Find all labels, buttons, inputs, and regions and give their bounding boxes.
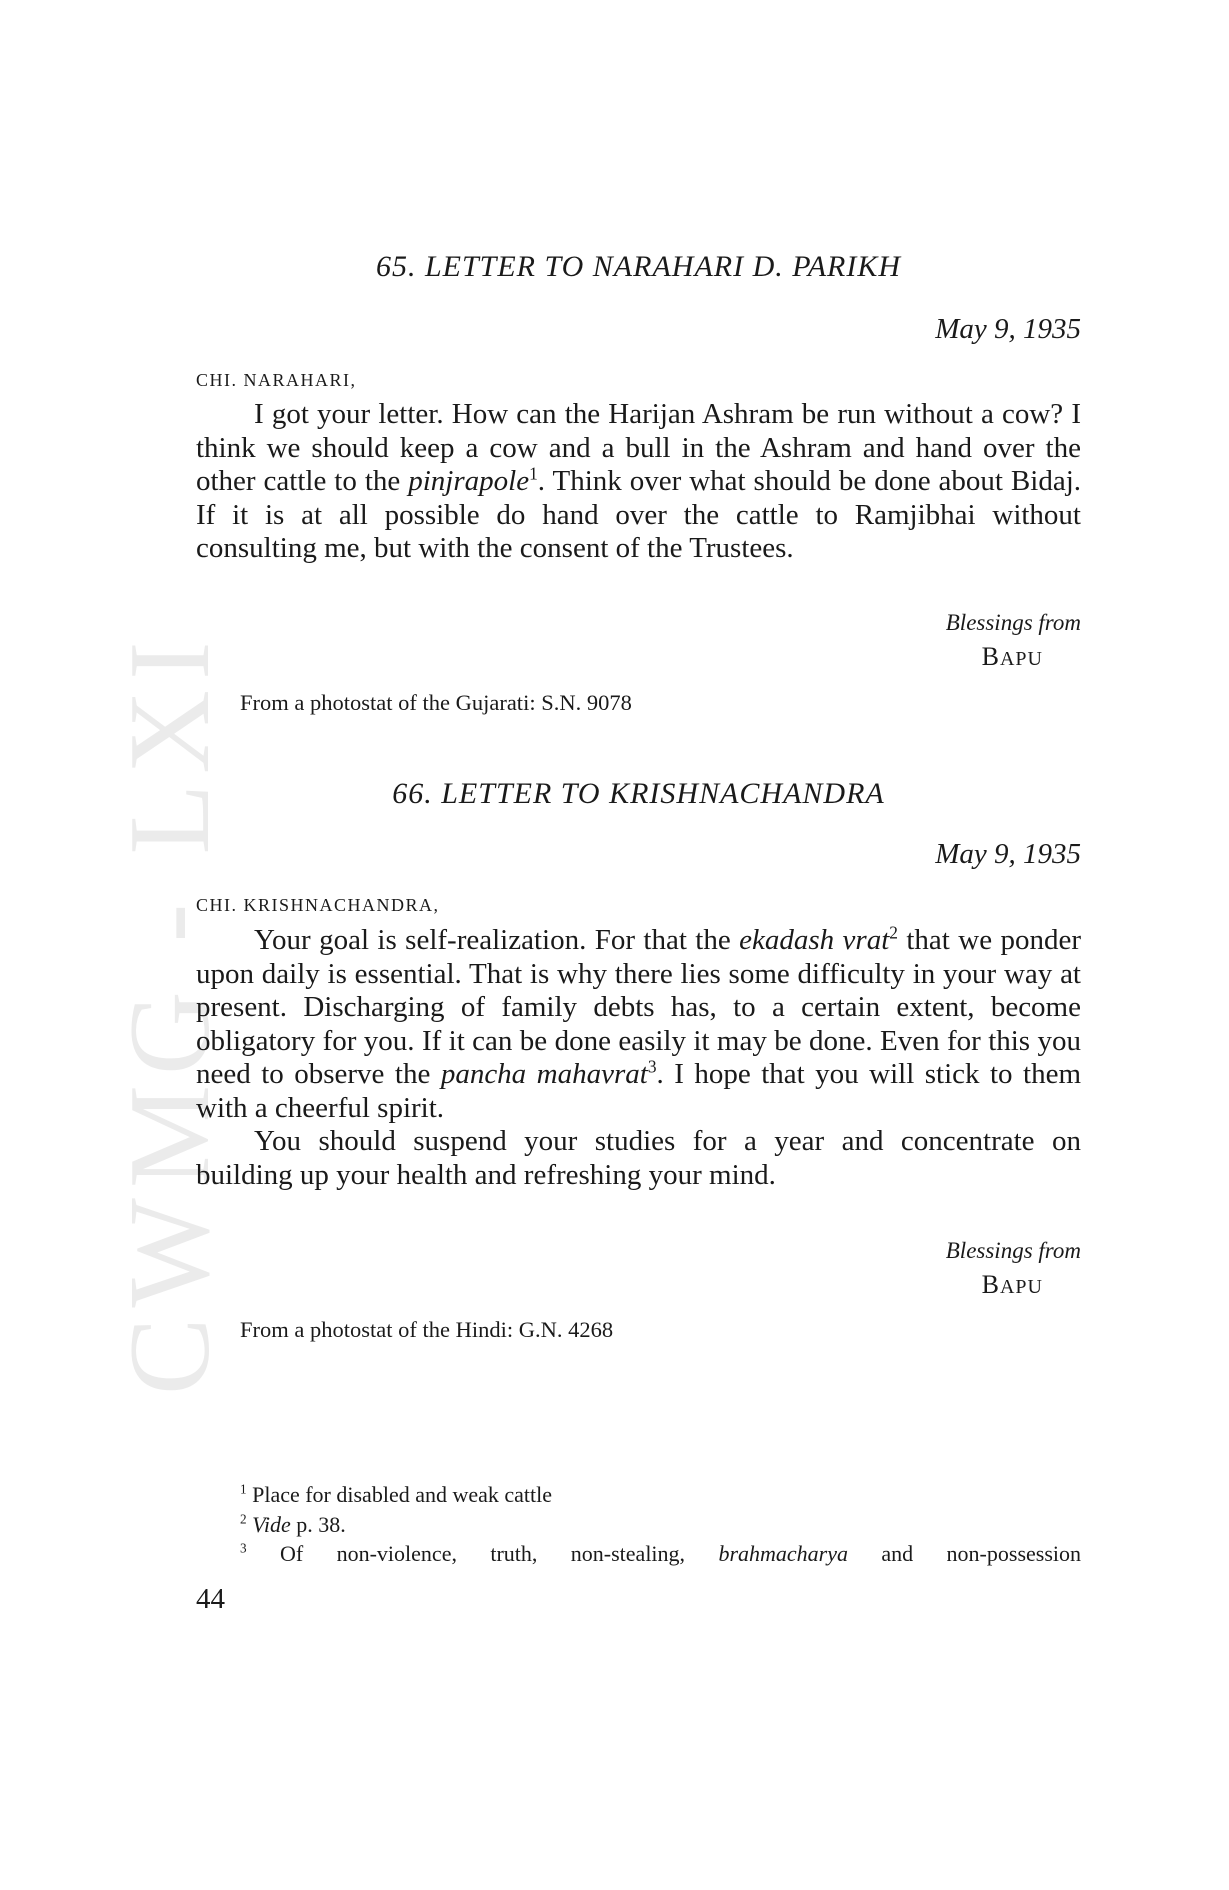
footnote xyxy=(240,1539,1081,1569)
source-note: From a photostat of the Hindi: G.N. 4268 xyxy=(240,1317,614,1342)
footnote-text: and non-possession xyxy=(848,1541,1082,1566)
signature-initial: B xyxy=(981,1270,1000,1299)
letter-body xyxy=(196,398,1081,566)
letter-body xyxy=(196,924,1081,1192)
body-text: I got your letter. How can the Harijan Ashram be run without a cow? I think we should keep a cow and a bull in the Ashram and hand over the other cattle to the xyxy=(196,398,1081,497)
footnote-text: p. 38. xyxy=(290,1511,346,1537)
footnotes xyxy=(240,1480,1081,1569)
signature-initial: B xyxy=(981,642,1000,671)
footnote xyxy=(240,1510,1081,1540)
closing: Blessings from xyxy=(945,610,1081,635)
footnote-number: 3 xyxy=(240,1540,247,1556)
body-text: . I hope that you will stick to them with a cheerful spirit. xyxy=(196,1058,1082,1124)
italic-term: ekadash vrat xyxy=(739,924,890,956)
footnote-text: Of non-violence, truth, non-stealing, xyxy=(280,1541,719,1566)
body-text: . Think over what should be done about Bidaj. If it is at all possible do hand over the cattle to Ramjibhai without consulting me, but with the consent of the Trustees. xyxy=(196,465,1082,564)
signature xyxy=(982,642,1043,672)
page-number: 44 xyxy=(196,1583,225,1615)
closing: Blessings from xyxy=(945,1238,1081,1263)
body-text: Your goal is self-realization. For that the xyxy=(254,924,740,956)
footnote-italic: brahmacharya xyxy=(718,1541,848,1566)
footnote-text: Place for disabled and weak cattle xyxy=(252,1482,553,1507)
letter-date: May 9, 1935 xyxy=(935,838,1081,870)
salutation: CHI. NARAHARI, xyxy=(196,370,357,390)
body-text: that we ponder upon daily is essential. That is why there lies some difficulty in your way at present. Discharging of family debts has, to a certain extent, become obligatory for you. If it can be done easily it may be done. Even for this you need to observe the xyxy=(196,924,1081,1090)
body-paragraph: You should suspend your studies for a year and concentrate on building up your health and refreshing your mind. xyxy=(196,1125,1081,1191)
footnote-ref: 1 xyxy=(529,463,538,484)
footnote-number: 2 xyxy=(240,1511,247,1527)
footnote xyxy=(240,1480,1081,1510)
footnote-italic: Vide xyxy=(252,1511,291,1537)
italic-term: pinjrapole xyxy=(408,465,530,497)
footnote-ref: 3 xyxy=(647,1056,657,1077)
footnote-number: 1 xyxy=(240,1481,247,1497)
salutation: CHI. KRISHNACHANDRA, xyxy=(196,895,440,915)
watermark: CWMG - LXI xyxy=(106,631,234,1395)
italic-term: pancha mahavrat xyxy=(440,1058,648,1090)
source-note: From a photostat of the Gujarati: S.N. 9078 xyxy=(240,690,632,715)
signature-rest: APU xyxy=(999,1276,1043,1298)
letter-title: 65. LETTER TO NARAHARI D. PARIKH xyxy=(375,250,902,283)
signature xyxy=(982,1270,1043,1300)
letter-title: 66. LETTER TO KRISHNACHANDRA xyxy=(392,777,885,810)
letter-date: May 9, 1935 xyxy=(935,313,1081,345)
signature-rest: APU xyxy=(999,648,1043,670)
footnote-ref: 2 xyxy=(889,922,898,943)
